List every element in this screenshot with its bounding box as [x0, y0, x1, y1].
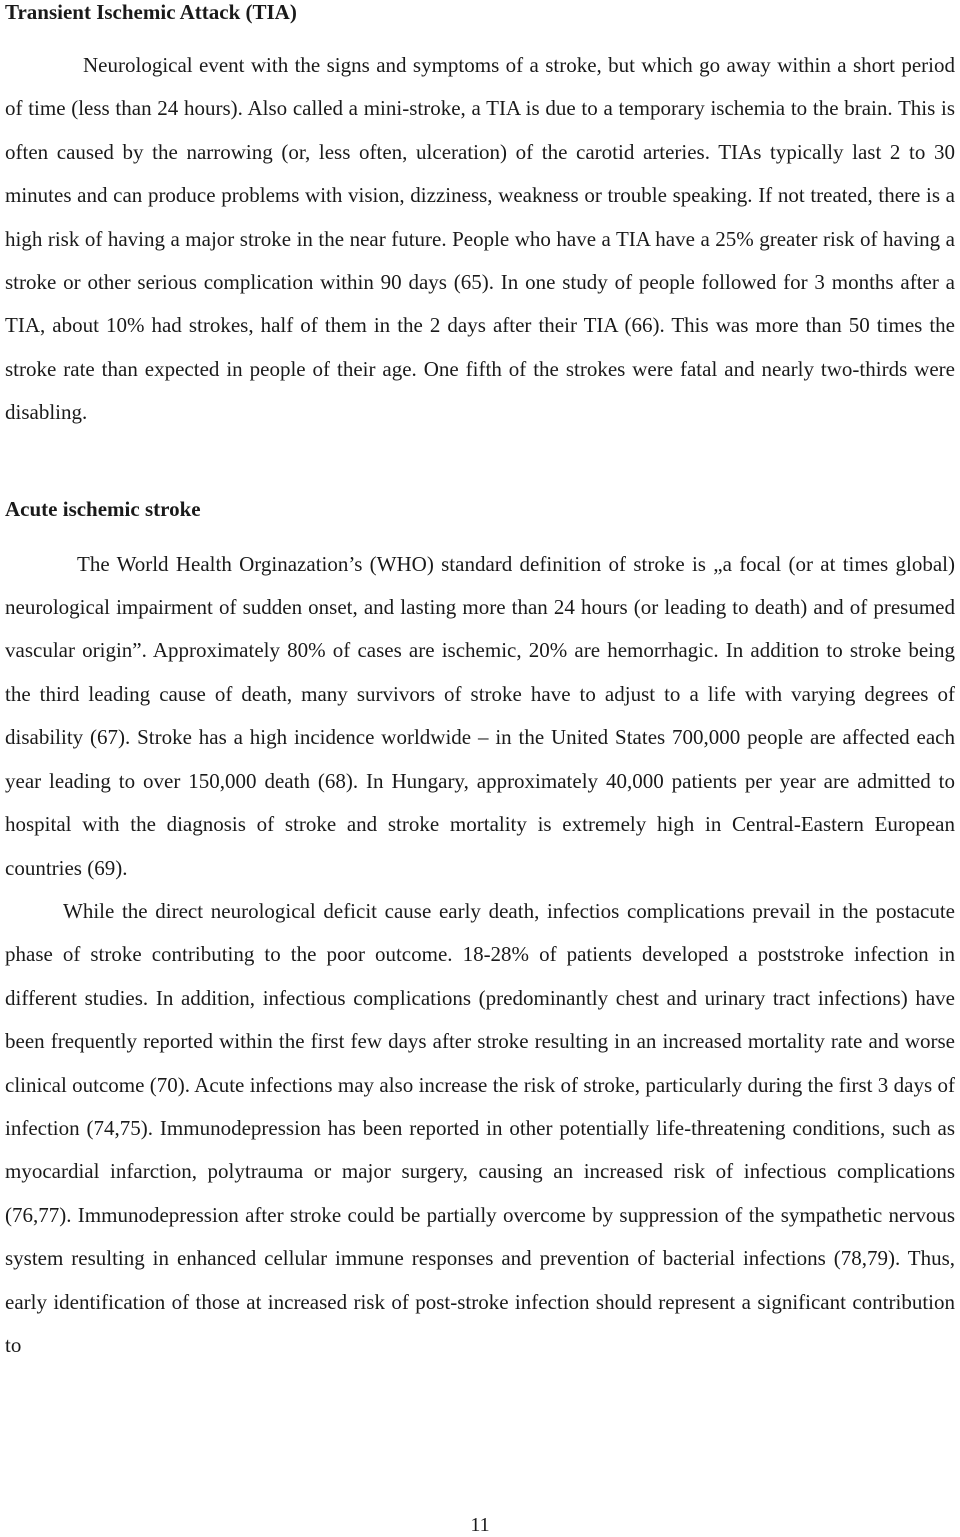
document-page	[5, 0, 955, 1367]
section-heading-acute-ischemic-stroke: Acute ischemic stroke	[5, 496, 201, 521]
page-number: 11	[470, 1514, 490, 1536]
section-heading-tia: Transient Ischemic Attack (TIA)	[5, 0, 297, 24]
paragraph-tia-definition: Neurological event with the signs and symptoms of a stroke, but which go away within a short period of time (less than 24 hours). Also called a mini-stroke, a TIA is due to a temporary ischemia to the brain. This is often caused by the narrowing (or, less often, ulceration) of the carotid arteries. TIAs typically last 2 to 30 minutes and can produce problems with vision, dizziness, weakness or trouble speaking. If not treated, there is a high risk of having a major stroke in the near future. People who have a TIA have a 25% greater risk of having a stroke or other serious complication within 90 days (65). In one study of people followed for 3 months after a TIA, about 10% had strokes, half of them in the 2 days after their TIA (66). This was more than 50 times the stroke rate than expected in people of their age. One fifth of the strokes were fatal and nearly two-thirds were disabling.	[5, 53, 955, 425]
paragraph-post-stroke-infection: While the direct neurological deficit cause early death, infectios complications prevail in the postacute phase of stroke contributing to the poor outcome. 18-28% of patients developed a poststroke infection in different studies. In addition, infectious complications (predominantly chest and urinary tract infections) have been frequently reported within the first few days after stroke resulting in an increased mortality rate and worse clinical outcome (70). Acute infections may also increase the risk of stroke, particularly during the first 3 days of infection (74,75). Immunodepression has been reported in other potentially life-threatening conditions, such as myocardial infarction, polytrauma or major surgery, causing an increased risk of infectious complications (76,77). Immunodepression after stroke could be partially overcome by suppression of the sympathetic nervous system resulting in enhanced cellular immune responses and prevention of bacterial infections (78,79). Thus, early identification of those at increased risk of post-stroke infection should represent a significant contribution to	[5, 898, 955, 1357]
paragraph-who-definition: The World Health Orginazation’s (WHO) standard definition of stroke is „a focal (or at times global) neurological impairment of sudden onset, and lasting more than 24 hours (or leading to death) and of presumed vascular origin”. Approximately 80% of cases are ischemic, 20% are hemorrhagic. In addition to stroke being the third leading cause of death, many survivors of stroke have to adjust to a life with varying degrees of disability (67). Stroke has a high incidence worldwide – in the United States 700,000 people are affected each year leading to over 150,000 death (68). In Hungary, approximately 40,000 patients per year are admitted to hospital with the diagnosis of stroke and stroke mortality is extremely high in Central-Eastern European countries (69).	[5, 551, 955, 880]
